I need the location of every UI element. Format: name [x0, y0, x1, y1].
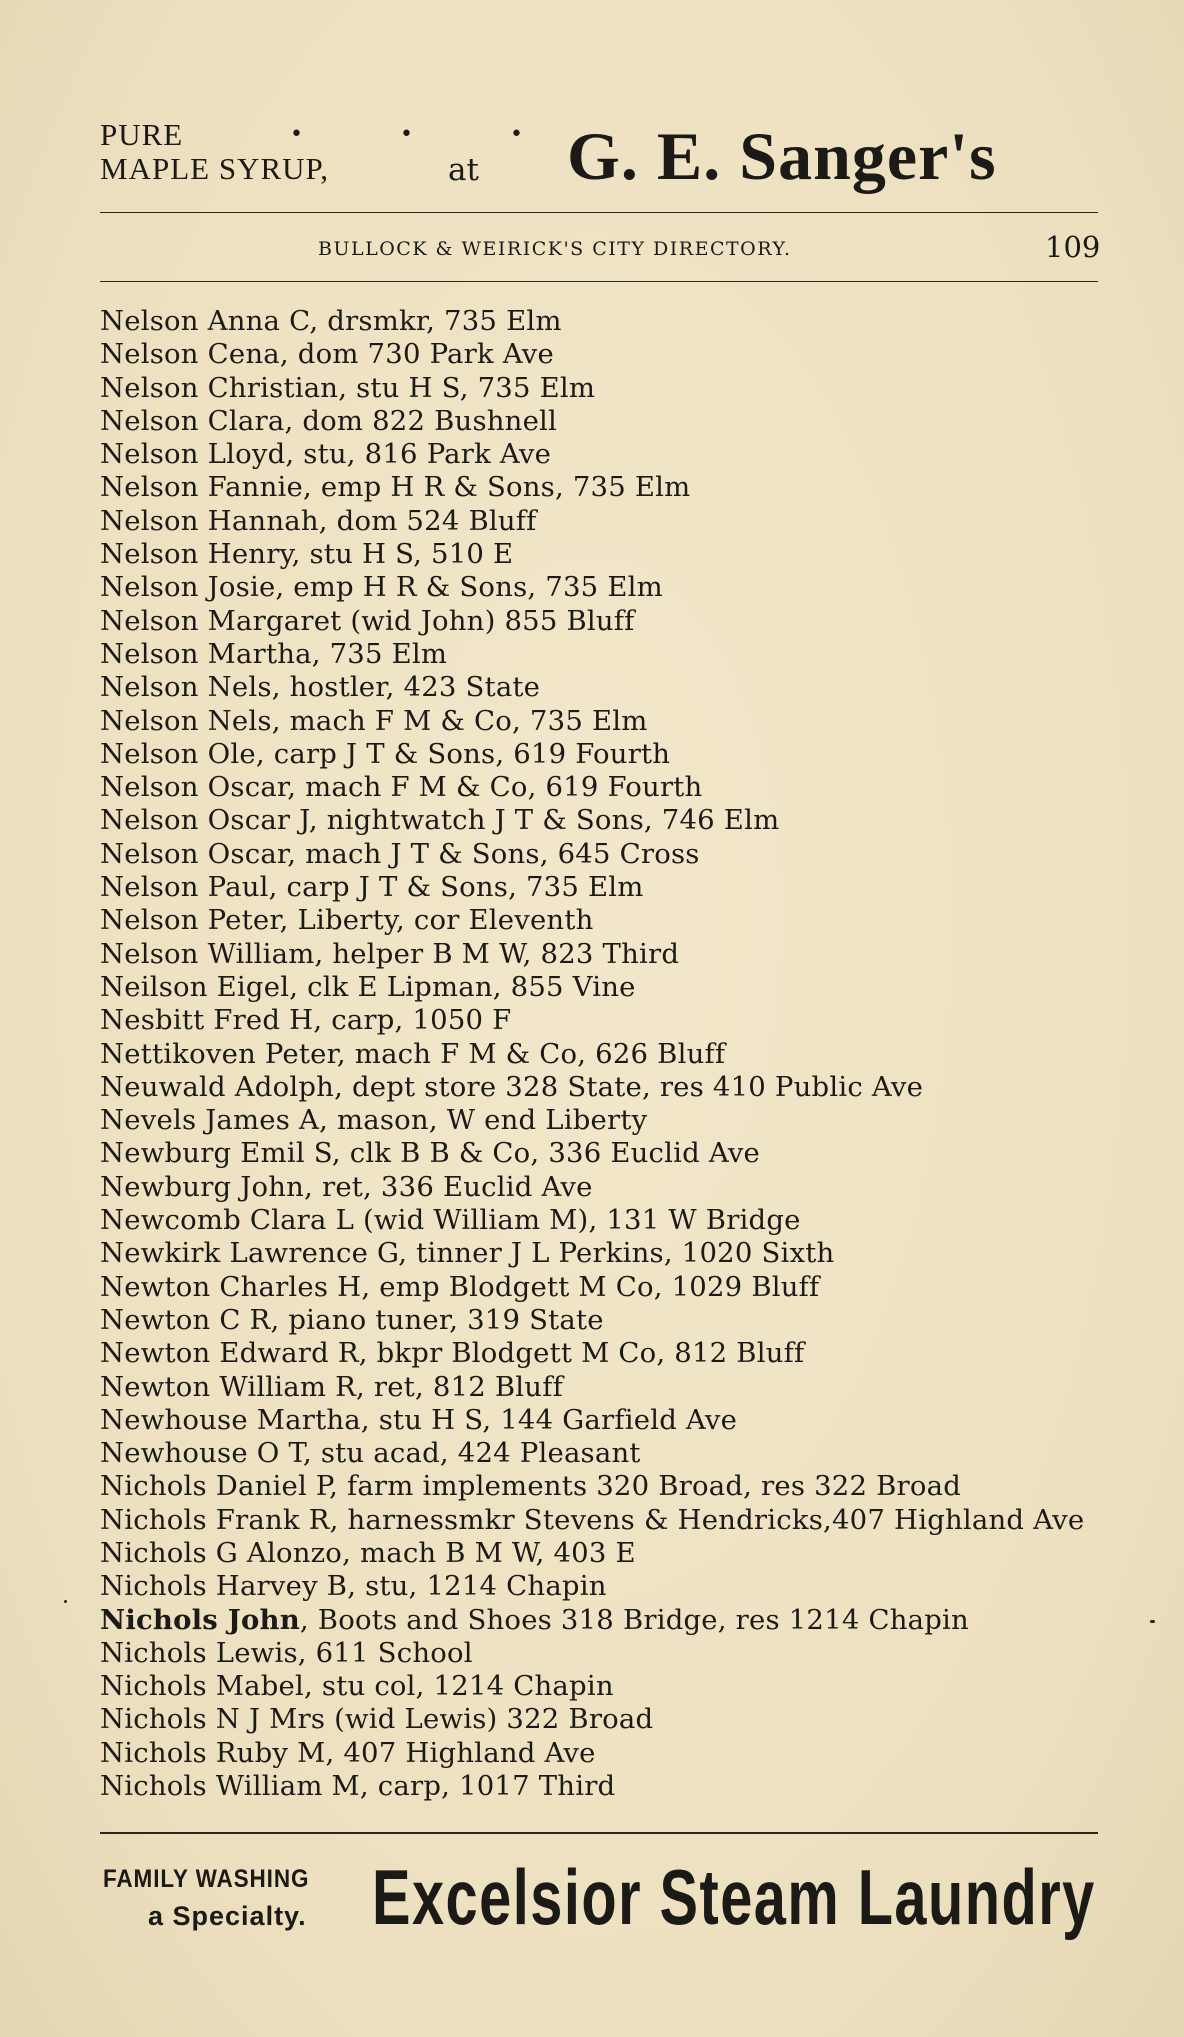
entry-name: Nelson Cena — [100, 338, 280, 371]
directory-entry — [100, 1371, 1100, 1404]
directory-entry — [100, 1537, 1100, 1570]
entry-name: Newburg Emil S — [100, 1137, 332, 1170]
entry-details: , Boots and Shoes 318 Bridge, res 1214 Chapin — [299, 1603, 969, 1636]
directory-entry — [100, 1171, 1100, 1204]
entry-details: , mach F M & Co, 619 Fourth — [287, 771, 703, 804]
header-rule-top — [100, 212, 1098, 213]
entry-name: Nichols John — [100, 1603, 300, 1636]
entry-details: , carp, 1017 Third — [359, 1770, 616, 1803]
entry-name: Nelson Josie — [100, 571, 276, 604]
entry-details: , mach F M & Co, 735 Elm — [271, 704, 648, 737]
entry-name: Nichols Harvey B — [100, 1570, 348, 1603]
directory-entry — [100, 471, 1100, 504]
entry-name: Nelson Oscar — [100, 837, 288, 870]
entry-details: (wid Lewis) 322 Broad — [325, 1703, 654, 1736]
entry-details: , emp Blodgett M Co, 1029 Bluff — [361, 1270, 820, 1303]
entry-name: Nelson Oscar J — [100, 804, 309, 837]
entry-details: , carp J T & Sons, 619 Fourth — [255, 737, 671, 770]
directory-entry — [100, 671, 1100, 704]
entry-details: , stu H S, 510 E — [291, 538, 514, 571]
entry-name: Newton Edward R — [100, 1337, 359, 1370]
directory-entry — [100, 1604, 1100, 1637]
ad-store-name: G. E. Sanger's — [567, 118, 997, 194]
directory-entry — [100, 705, 1100, 738]
entry-details: , farm implements 320 Broad, res 322 Broad — [329, 1470, 962, 1503]
directory-entry — [100, 804, 1100, 837]
entry-name: Nelson Nels — [100, 704, 272, 737]
entry-name: Nettikoven Peter — [100, 1037, 337, 1070]
directory-entry — [100, 538, 1100, 571]
entry-details: , ret, 336 Euclid Ave — [304, 1170, 593, 1203]
directory-entry — [100, 771, 1100, 804]
directory-entry — [100, 571, 1100, 604]
entry-name: Nelson William — [100, 937, 315, 970]
directory-entry — [100, 838, 1100, 871]
header-rule-bottom — [100, 281, 1098, 282]
entry-details: , stu H S, 144 Garfield Ave — [360, 1403, 738, 1436]
ad-at-word: at — [448, 152, 479, 188]
entry-details: (wid William M), 131 W Bridge — [354, 1204, 801, 1237]
entry-details: , helper B M W, 823 Third — [314, 937, 680, 970]
entry-details: , mach J T & Sons, 645 Cross — [287, 837, 700, 870]
ad-product-line1: PURE — [100, 117, 184, 152]
ad-specialty: a Specialty. — [148, 1901, 307, 1931]
entry-details: (wid John) 855 Bluff — [341, 604, 635, 637]
entry-name: Nelson Peter — [100, 904, 280, 937]
entry-name: Nelson Anna C — [100, 305, 310, 337]
entry-details: , stu col, 1214 Chapin — [304, 1670, 614, 1703]
entry-details: , 611 School — [297, 1636, 473, 1669]
entry-name: Nichols Lewis — [100, 1636, 298, 1669]
entry-details: , ret, 812 Bluff — [356, 1370, 563, 1403]
entry-details: , clk E Lipman, 855 Vine — [289, 970, 636, 1003]
entry-name: Nevels James A — [100, 1104, 320, 1137]
entry-details: , stu H S, 735 Elm — [338, 371, 596, 404]
entry-name: Nichols G Alonzo — [100, 1536, 343, 1569]
entry-details: , hostler, 423 State — [271, 671, 541, 704]
directory-entry — [100, 1737, 1100, 1770]
entry-name: Nelson Margaret — [100, 604, 342, 637]
entry-details: , stu acad, 424 Pleasant — [302, 1437, 641, 1470]
entry-details: , dept store 328 State, res 410 Public Ave — [334, 1070, 924, 1103]
directory-entry — [100, 372, 1100, 405]
entry-name: Nelson Christian — [100, 371, 339, 404]
entry-name: Nichols Ruby M — [100, 1736, 326, 1769]
entry-details: , dom 524 Bluff — [318, 504, 537, 537]
entry-name: Nichols William M — [100, 1770, 360, 1803]
footer-rule — [100, 1832, 1098, 1834]
entry-details: , tinner J L Perkins, 1020 Sixth — [398, 1237, 835, 1270]
entry-details: , emp H R & Sons, 735 Elm — [302, 471, 691, 504]
directory-entry — [100, 1038, 1100, 1071]
directory-entry — [100, 971, 1100, 1004]
directory-entry — [100, 1204, 1100, 1237]
directory-entry — [100, 505, 1100, 538]
entry-details: , stu, 1214 Chapin — [347, 1570, 607, 1603]
entry-details: , bkpr Blodgett M Co, 812 Bluff — [358, 1337, 805, 1370]
entry-name: Nichols N J Mrs — [100, 1703, 326, 1736]
ink-speck — [1150, 1620, 1155, 1623]
entry-details: , clk B B & Co, 336 Euclid Ave — [331, 1137, 761, 1170]
ad-business-name: Excelsior Steam Laundry — [372, 1853, 1096, 1941]
directory-entry — [100, 904, 1100, 937]
entry-name: Nelson Henry — [100, 538, 292, 571]
ad-family-washing: FAMILY WASHING — [103, 1865, 310, 1893]
directory-entry — [100, 1670, 1100, 1703]
entry-name: Nelson Fannie — [100, 471, 303, 504]
directory-entry — [100, 1237, 1100, 1270]
ad-product-line2: MAPLE SYRUP, — [100, 151, 330, 186]
directory-entry — [100, 438, 1100, 471]
directory-entry — [100, 1470, 1100, 1503]
entry-details: , dom 730 Park Ave — [279, 338, 554, 371]
directory-entry — [100, 1271, 1100, 1304]
directory-entry — [100, 1337, 1100, 1370]
directory-entry — [100, 1570, 1100, 1603]
entry-name: Nelson Ole — [100, 737, 256, 770]
running-title: BULLOCK & WEIRICK'S CITY DIRECTORY. — [318, 238, 792, 260]
entry-details: , 735 Elm — [311, 637, 448, 670]
directory-entry — [100, 1703, 1100, 1736]
directory-entry — [100, 1071, 1100, 1104]
entry-details: , mach F M & Co, 626 Bluff — [336, 1037, 726, 1070]
entry-name: Nelson Nels — [100, 671, 272, 704]
directory-entry — [100, 738, 1100, 771]
entry-name: Nesbitt Fred H — [100, 1004, 314, 1037]
entry-details: , piano tuner, 319 State — [270, 1303, 604, 1336]
entry-name: Newton William R — [100, 1370, 357, 1403]
entry-name: Nelson Clara — [100, 404, 285, 437]
entry-name: Nelson Lloyd — [100, 438, 286, 471]
directory-entry — [100, 1004, 1100, 1037]
entry-name: Nelson Martha — [100, 637, 312, 670]
directory-entry — [100, 1437, 1100, 1470]
entry-details: , emp H R & Sons, 735 Elm — [275, 571, 663, 604]
directory-entry — [100, 305, 1100, 338]
entry-details: , harnessmkr Stevens & Hendricks,407 Highland Ave — [329, 1503, 1085, 1536]
directory-entry — [100, 1404, 1100, 1437]
page-number: 109 — [1045, 230, 1101, 264]
entry-name: Nelson Oscar — [100, 771, 288, 804]
entry-name: Newton Charles H — [100, 1270, 362, 1303]
entry-details: , mason, W end Liberty — [319, 1104, 648, 1137]
directory-entry — [100, 938, 1100, 971]
laundry-advertisement — [100, 1845, 1100, 1945]
entry-details: , Liberty, cor Eleventh — [279, 904, 594, 937]
entry-details: , nightwatch J T & Sons, 746 Elm — [308, 804, 780, 837]
entry-details: , carp, 1050 F — [313, 1004, 512, 1037]
directory-entry — [100, 871, 1100, 904]
directory-entry — [100, 1637, 1100, 1670]
entry-name: Nichols Daniel P — [100, 1470, 330, 1503]
entry-details: , dom 822 Bushnell — [284, 404, 558, 437]
directory-entry — [100, 605, 1100, 638]
entry-name: Newburg John — [100, 1170, 305, 1203]
directory-entry — [100, 1137, 1100, 1170]
entry-name: Neilson Eigel — [100, 970, 290, 1003]
entry-name: Neuwald Adolph — [100, 1070, 335, 1103]
entry-name: Newton C R — [100, 1303, 271, 1336]
directory-entries — [100, 305, 1100, 1803]
entry-name: Nelson Paul — [100, 871, 269, 904]
entry-details: , drsmkr, 735 Elm — [309, 305, 562, 337]
entry-details: , stu, 816 Park Ave — [285, 438, 552, 471]
directory-entry — [100, 405, 1100, 438]
entry-name: Newhouse Martha — [100, 1403, 361, 1436]
entry-details: , carp J T & Sons, 735 Elm — [268, 871, 644, 904]
entry-name: Nichols Mabel — [100, 1670, 305, 1703]
directory-entry — [100, 1304, 1100, 1337]
ad-ornament-dots: • • • — [290, 122, 568, 147]
directory-entry — [100, 1104, 1100, 1137]
entry-name: Nichols Frank R — [100, 1503, 330, 1536]
directory-entry — [100, 638, 1100, 671]
entry-details: , mach B M W, 403 E — [342, 1536, 636, 1569]
entry-name: Newcomb Clara L — [100, 1204, 355, 1237]
entry-details: , 407 Highland Ave — [325, 1736, 596, 1769]
directory-entry — [100, 338, 1100, 371]
directory-entry — [100, 1504, 1100, 1537]
ink-speck — [64, 1600, 67, 1603]
directory-entry — [100, 1770, 1100, 1803]
entry-name: Newkirk Lawrence G — [100, 1237, 399, 1270]
entry-name: Nelson Hannah — [100, 504, 319, 537]
maple-syrup-advertisement — [100, 118, 1100, 208]
entry-name: Newhouse O T — [100, 1437, 303, 1470]
